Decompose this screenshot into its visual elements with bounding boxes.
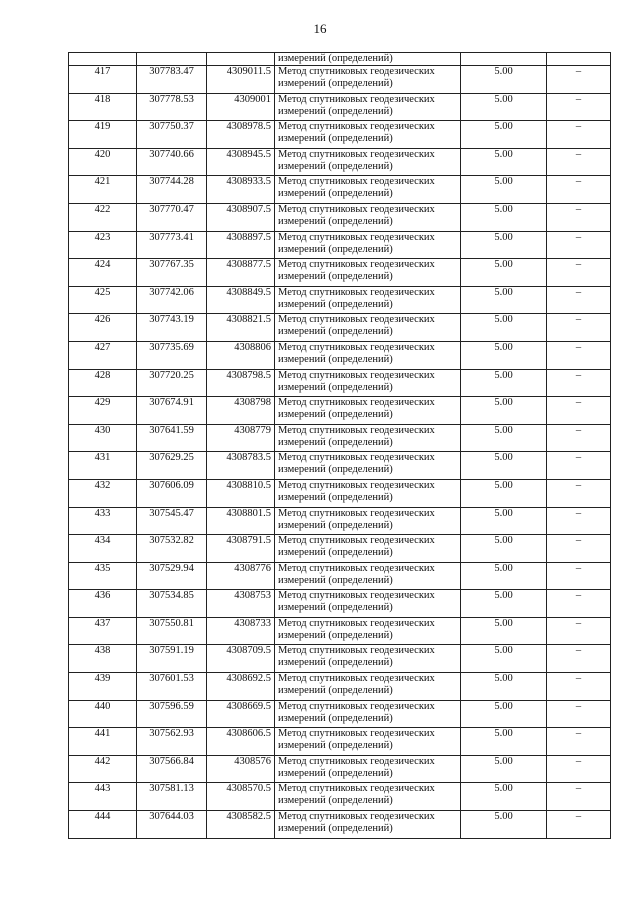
method-line-2: измерений (определений) (278, 547, 393, 559)
y-cell: 4308669.5 (207, 700, 275, 728)
num-cell: 430 (69, 424, 137, 452)
method-line-1: Метод спутниковых геодезических (278, 314, 435, 326)
y-cell: 4308849.5 (207, 286, 275, 314)
method-line-2: измерений (определений) (278, 685, 393, 697)
precision-cell: 5.00 (461, 755, 547, 783)
method-line-2: измерений (определений) (278, 409, 393, 421)
method-line-1: Метод спутниковых геодезических (278, 811, 435, 823)
table-row (69, 645, 611, 673)
y-cell: 4308582.5 (207, 811, 275, 839)
num-cell: 434 (69, 535, 137, 563)
x-cell (137, 53, 207, 66)
dash-cell: – (547, 286, 611, 314)
num-cell: 417 (69, 66, 137, 94)
precision-cell: 5.00 (461, 535, 547, 563)
num-cell: 422 (69, 203, 137, 231)
x-cell: 307783.47 (137, 66, 207, 94)
dash-cell: – (547, 314, 611, 342)
x-cell: 307742.06 (137, 286, 207, 314)
table-row (69, 121, 611, 149)
method-cell (275, 507, 461, 535)
method-line-2: измерений (определений) (278, 767, 393, 779)
dash-cell: – (547, 203, 611, 231)
table-body (69, 53, 611, 839)
dash-cell: – (547, 66, 611, 94)
method-cell (275, 369, 461, 397)
table-row (69, 341, 611, 369)
table-row (69, 231, 611, 259)
y-cell: 4308801.5 (207, 507, 275, 535)
y-cell: 4308798 (207, 397, 275, 425)
dash-cell: – (547, 645, 611, 673)
table-row (69, 452, 611, 480)
method-line-1: Метод спутниковых геодезических (278, 645, 435, 657)
method-cell (275, 314, 461, 342)
x-cell: 307743.19 (137, 314, 207, 342)
dash-cell: – (547, 93, 611, 121)
x-cell: 307629.25 (137, 452, 207, 480)
precision-cell: 5.00 (461, 700, 547, 728)
dash-cell: – (547, 479, 611, 507)
num-cell: 420 (69, 148, 137, 176)
precision-cell: 5.00 (461, 369, 547, 397)
table-row (69, 93, 611, 121)
method-cell (275, 66, 461, 94)
dash-cell: – (547, 811, 611, 839)
table-row (69, 314, 611, 342)
method-line-2: измерений (определений) (278, 519, 393, 531)
table-row (69, 535, 611, 563)
precision-cell: 5.00 (461, 590, 547, 618)
method-cell (275, 783, 461, 811)
y-cell: 4308933.5 (207, 176, 275, 204)
method-line-2: измерений (определений) (278, 436, 393, 448)
dash-cell: – (547, 617, 611, 645)
method-line-1: Метод спутниковых геодезических (278, 286, 435, 298)
dash-cell: – (547, 535, 611, 563)
x-cell: 307566.84 (137, 755, 207, 783)
table-row (69, 783, 611, 811)
dash-cell: – (547, 259, 611, 287)
y-cell: 4308692.5 (207, 673, 275, 701)
x-cell: 307773.41 (137, 231, 207, 259)
x-cell: 307750.37 (137, 121, 207, 149)
x-cell: 307735.69 (137, 341, 207, 369)
method-line-1: Метод спутниковых геодезических (278, 259, 435, 271)
precision-cell: 5.00 (461, 231, 547, 259)
x-cell: 307770.47 (137, 203, 207, 231)
x-cell: 307532.82 (137, 535, 207, 563)
y-cell: 4308576 (207, 755, 275, 783)
precision-cell: 5.00 (461, 148, 547, 176)
num-cell: 433 (69, 507, 137, 535)
x-cell: 307534.85 (137, 590, 207, 618)
table-row (69, 148, 611, 176)
precision-cell: 5.00 (461, 783, 547, 811)
x-cell: 307641.59 (137, 424, 207, 452)
table-row (69, 66, 611, 94)
precision-cell: 5.00 (461, 562, 547, 590)
method-cell (275, 645, 461, 673)
precision-cell: 5.00 (461, 203, 547, 231)
method-cell (275, 424, 461, 452)
precision-cell: 5.00 (461, 507, 547, 535)
precision-cell: 5.00 (461, 259, 547, 287)
method-cell (275, 259, 461, 287)
x-cell: 307596.59 (137, 700, 207, 728)
precision-cell: 5.00 (461, 811, 547, 839)
method-line-1: Метод спутниковых геодезических (278, 397, 435, 409)
method-line-2: измерений (определений) (278, 160, 393, 172)
method-line-2: измерений (определений) (278, 271, 393, 283)
precision-cell: 5.00 (461, 286, 547, 314)
num-cell: 443 (69, 783, 137, 811)
dash-cell: – (547, 783, 611, 811)
precision-cell: 5.00 (461, 424, 547, 452)
method-line-2: измерений (определений) (278, 823, 393, 835)
method-cell (275, 728, 461, 756)
y-cell: 4308606.5 (207, 728, 275, 756)
dash-cell: – (547, 148, 611, 176)
table-row (69, 728, 611, 756)
method-line-2: измерений (определений) (278, 215, 393, 227)
method-line-2: измерений (определений) (278, 353, 393, 365)
precision-cell: 5.00 (461, 452, 547, 480)
method-cell (275, 617, 461, 645)
dash-cell: – (547, 673, 611, 701)
precision-cell: 5.00 (461, 314, 547, 342)
method-line-1: Метод спутниковых геодезических (278, 66, 435, 77)
x-cell: 307550.81 (137, 617, 207, 645)
method-line-2: измерений (определений) (278, 464, 393, 476)
method-line-1: Метод спутниковых геодезических (278, 424, 435, 436)
table-row (69, 562, 611, 590)
method-line-1: Метод спутниковых геодезических (278, 452, 435, 464)
y-cell: 4308907.5 (207, 203, 275, 231)
method-cell (275, 341, 461, 369)
method-line-2: измерений (определений) (278, 243, 393, 255)
y-cell: 4308733 (207, 617, 275, 645)
page-number: 16 (313, 21, 327, 36)
method-cell (275, 479, 461, 507)
method-cell (275, 176, 461, 204)
table-row (69, 755, 611, 783)
precision-cell: 5.00 (461, 66, 547, 94)
dash-cell: – (547, 369, 611, 397)
num-cell: 436 (69, 590, 137, 618)
method-cell (275, 121, 461, 149)
y-cell (207, 53, 275, 66)
x-cell: 307529.94 (137, 562, 207, 590)
method-line-2: измерений (определений) (278, 133, 393, 145)
table-row (69, 673, 611, 701)
num-cell: 427 (69, 341, 137, 369)
num-cell: 424 (69, 259, 137, 287)
method-cell (275, 700, 461, 728)
y-cell: 4308806 (207, 341, 275, 369)
num-cell: 423 (69, 231, 137, 259)
table-row (69, 176, 611, 204)
method-cell (275, 452, 461, 480)
precision-cell: 5.00 (461, 728, 547, 756)
method-line-1: Метод спутниковых геодезических (278, 590, 435, 602)
method-line-2: измерений (определений) (278, 602, 393, 614)
num-cell: 435 (69, 562, 137, 590)
method-cell: измерений (определений) (275, 53, 461, 66)
method-cell (275, 203, 461, 231)
table-row (69, 259, 611, 287)
precision-cell: 5.00 (461, 121, 547, 149)
precision-cell: 5.00 (461, 93, 547, 121)
method-line-2: измерений (определений) (278, 574, 393, 586)
method-line-1: Метод спутниковых геодезических (278, 176, 435, 188)
method-line-1: Метод спутниковых геодезических (278, 507, 435, 519)
precision-cell: 5.00 (461, 673, 547, 701)
method-line-1: Метод спутниковых геодезических (278, 728, 435, 740)
num-cell: 431 (69, 452, 137, 480)
y-cell: 4308877.5 (207, 259, 275, 287)
num-cell (69, 53, 137, 66)
method-cell (275, 755, 461, 783)
dash-cell (547, 53, 611, 66)
method-line-2: измерений (определений) (278, 188, 393, 200)
num-cell: 438 (69, 645, 137, 673)
method-line-1: Метод спутниковых геодезических (278, 617, 435, 629)
y-cell: 4308897.5 (207, 231, 275, 259)
method-line-2: измерений (определений) (278, 105, 393, 117)
y-cell: 4308779 (207, 424, 275, 452)
x-cell: 307601.53 (137, 673, 207, 701)
method-line-2: измерений (определений) (278, 629, 393, 641)
num-cell: 442 (69, 755, 137, 783)
y-cell: 4308776 (207, 562, 275, 590)
precision-cell: 5.00 (461, 341, 547, 369)
method-cell (275, 535, 461, 563)
method-cell (275, 811, 461, 839)
table-row (69, 286, 611, 314)
num-cell: 429 (69, 397, 137, 425)
dash-cell: – (547, 728, 611, 756)
dash-cell: – (547, 755, 611, 783)
method-line-1: Метод спутниковых геодезических (278, 341, 435, 353)
method-line-1: Метод спутниковых геодезических (278, 535, 435, 547)
method-line-1: Метод спутниковых геодезических (278, 121, 435, 133)
dash-cell: – (547, 341, 611, 369)
y-cell: 4308709.5 (207, 645, 275, 673)
dash-cell: – (547, 452, 611, 480)
method-line-2: измерений (определений) (278, 298, 393, 310)
table-row (69, 811, 611, 839)
method-line-2: измерений (определений) (278, 795, 393, 807)
x-cell: 307767.35 (137, 259, 207, 287)
method-line-1: Метод спутниковых геодезических (278, 673, 435, 685)
method-cell (275, 397, 461, 425)
table-row (69, 203, 611, 231)
method-line-1: Метод спутниковых геодезических (278, 479, 435, 491)
method-cell (275, 93, 461, 121)
dash-cell: – (547, 424, 611, 452)
x-cell: 307674.91 (137, 397, 207, 425)
method-line-2: измерений (определений) (278, 657, 393, 669)
precision-cell: 5.00 (461, 397, 547, 425)
method-line-1: Метод спутниковых геодезических (278, 783, 435, 795)
num-cell: 444 (69, 811, 137, 839)
x-cell: 307581.13 (137, 783, 207, 811)
method-line-1: Метод спутниковых геодезических (278, 231, 435, 243)
num-cell: 439 (69, 673, 137, 701)
method-line-1: Метод спутниковых геодезических (278, 148, 435, 160)
num-cell: 441 (69, 728, 137, 756)
method-cell (275, 231, 461, 259)
dash-cell: – (547, 176, 611, 204)
method-line-2: измерений (определений) (278, 326, 393, 338)
y-cell: 4308783.5 (207, 452, 275, 480)
dash-cell: – (547, 231, 611, 259)
table-row (69, 479, 611, 507)
y-cell: 4308821.5 (207, 314, 275, 342)
method-line-1: Метод спутниковых геодезических (278, 562, 435, 574)
y-cell: 4309001 (207, 93, 275, 121)
table-row (69, 397, 611, 425)
precision-cell: 5.00 (461, 176, 547, 204)
y-cell: 4308978.5 (207, 121, 275, 149)
y-cell: 4308753 (207, 590, 275, 618)
precision-cell (461, 53, 547, 66)
method-line-1: Метод спутниковых геодезических (278, 93, 435, 105)
dash-cell: – (547, 397, 611, 425)
method-line-2: измерений (определений) (278, 740, 393, 752)
dash-cell: – (547, 507, 611, 535)
x-cell: 307720.25 (137, 369, 207, 397)
x-cell: 307644.03 (137, 811, 207, 839)
method-line-1: Метод спутниковых геодезических (278, 755, 435, 767)
method-cell (275, 148, 461, 176)
method-line-2: измерений (определений) (278, 381, 393, 393)
method-cell (275, 673, 461, 701)
y-cell: 4308945.5 (207, 148, 275, 176)
num-cell: 419 (69, 121, 137, 149)
num-cell: 432 (69, 479, 137, 507)
x-cell: 307778.53 (137, 93, 207, 121)
y-cell: 4308570.5 (207, 783, 275, 811)
coordinates-table (68, 52, 611, 839)
num-cell: 437 (69, 617, 137, 645)
y-cell: 4308798.5 (207, 369, 275, 397)
method-line-2: измерений (определений) (278, 712, 393, 724)
num-cell: 418 (69, 93, 137, 121)
y-cell: 4309011.5 (207, 66, 275, 94)
num-cell: 428 (69, 369, 137, 397)
x-cell: 307591.19 (137, 645, 207, 673)
table-row (69, 507, 611, 535)
table-row (69, 369, 611, 397)
num-cell: 426 (69, 314, 137, 342)
dash-cell: – (547, 700, 611, 728)
num-cell: 440 (69, 700, 137, 728)
table-row (69, 617, 611, 645)
method-cell (275, 562, 461, 590)
table-row (69, 700, 611, 728)
method-line-1: Метод спутниковых геодезических (278, 700, 435, 712)
x-cell: 307562.93 (137, 728, 207, 756)
precision-cell: 5.00 (461, 479, 547, 507)
method-line-2: измерений (определений) (278, 78, 393, 89)
method-line-1: Метод спутниковых геодезических (278, 203, 435, 215)
num-cell: 425 (69, 286, 137, 314)
dash-cell: – (547, 590, 611, 618)
table-row (69, 590, 611, 618)
precision-cell: 5.00 (461, 617, 547, 645)
method-line-1: Метод спутниковых геодезических (278, 369, 435, 381)
dash-cell: – (547, 121, 611, 149)
method-cell (275, 590, 461, 618)
method-cell (275, 286, 461, 314)
x-cell: 307744.28 (137, 176, 207, 204)
continuation-row (69, 53, 611, 66)
x-cell: 307545.47 (137, 507, 207, 535)
precision-cell: 5.00 (461, 645, 547, 673)
table-row (69, 424, 611, 452)
y-cell: 4308810.5 (207, 479, 275, 507)
y-cell: 4308791.5 (207, 535, 275, 563)
x-cell: 307606.09 (137, 479, 207, 507)
num-cell: 421 (69, 176, 137, 204)
x-cell: 307740.66 (137, 148, 207, 176)
dash-cell: – (547, 562, 611, 590)
method-line-2: измерений (определений) (278, 491, 393, 503)
